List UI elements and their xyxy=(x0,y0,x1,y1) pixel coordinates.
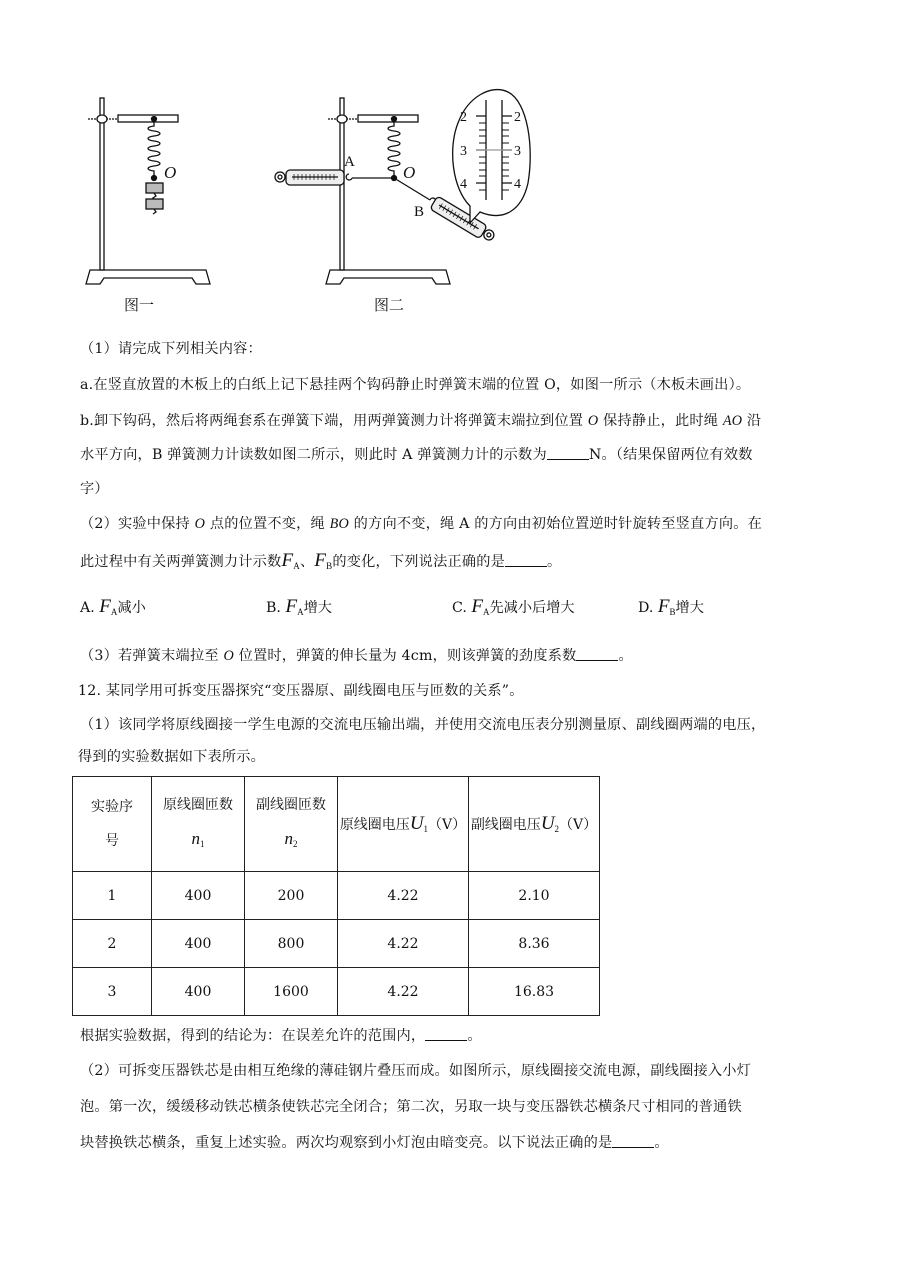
text: 。 xyxy=(618,648,633,664)
label-a: A xyxy=(344,154,355,170)
text: b.卸下钩码，然后将两绳套系在弹簧下端，用两弹簧测力计将弹簧末端拉到位置 xyxy=(80,413,588,429)
figure-one-caption: 图一 xyxy=(124,296,155,314)
scale-tick-right-4: 4 xyxy=(514,177,521,192)
q12-title: 12. 某同学用可拆变压器探究“变压器原、副线圈电压与匝数的关系”。 xyxy=(78,683,524,699)
option-text: 增大 xyxy=(303,600,332,616)
cell-u1: 4.22 xyxy=(338,872,469,920)
header-text: 原线圈匝数 xyxy=(163,796,233,813)
answer-blank[interactable] xyxy=(612,1134,654,1148)
q12-part2-line3 xyxy=(80,1132,669,1152)
option-letter: C. xyxy=(452,600,467,616)
figure-one xyxy=(86,98,210,284)
clamp-1 xyxy=(97,115,107,123)
label-o-fig2: O xyxy=(403,163,416,182)
cell-u1: 4.22 xyxy=(338,968,469,1016)
header-symbol: U xyxy=(540,813,555,834)
symbol-f: F xyxy=(99,596,111,617)
scale-tick-left-3: 3 xyxy=(460,144,467,159)
q11-step-b-line3: 字） xyxy=(80,481,109,497)
table-row xyxy=(73,872,600,920)
header-text: 号 xyxy=(105,833,119,849)
symbol-f: F xyxy=(285,596,298,617)
header-symbol: $n_1$ xyxy=(191,828,205,849)
option-d[interactable] xyxy=(638,596,704,618)
table-row xyxy=(73,968,600,1016)
header-text: 原线圈电压 xyxy=(339,817,410,833)
experiment-figures xyxy=(72,88,532,318)
scale-tick-right-3: 3 xyxy=(514,144,521,159)
option-letter: D. xyxy=(638,600,654,616)
header-cell xyxy=(469,777,600,872)
option-text: 减小 xyxy=(117,600,146,616)
option-text: 先减小后增大 xyxy=(489,600,575,616)
q12-conclusion xyxy=(80,1025,482,1045)
text: 位置时，弹簧的伸长量为 4cm，则该弹簧的劲度系数 xyxy=(233,648,577,664)
data-table xyxy=(72,776,600,1016)
table-header-row xyxy=(73,777,600,872)
answer-blank[interactable] xyxy=(547,446,589,460)
text: 。 xyxy=(547,554,562,570)
q11-step-b-line1 xyxy=(80,410,761,430)
q12-part1-line1: （1）该同学将原线圈接一学生电源的交流电压输出端，并使用交流电压表分别测量原、副线圈两端的电压， xyxy=(80,717,766,733)
text: 水平方向，B 弹簧测力计读数如图二所示，则此时 A 弹簧测力计的示数为 xyxy=(80,447,547,463)
header-unit: （V） xyxy=(428,817,467,833)
text: 沿 xyxy=(742,413,762,429)
cell-u2: 2.10 xyxy=(469,872,600,920)
option-b[interactable] xyxy=(266,596,332,618)
symbol-o: O xyxy=(194,516,206,532)
text: 点的位置不变，绳 xyxy=(205,516,330,532)
symbol-f: F xyxy=(471,596,483,617)
header-subscript: 2 xyxy=(554,824,560,834)
cell-u2: 16.83 xyxy=(469,968,600,1016)
subscript-b: B xyxy=(326,561,333,571)
header-unit: （V） xyxy=(559,817,598,833)
answer-blank[interactable] xyxy=(425,1027,467,1041)
cell-n1: 400 xyxy=(152,872,245,920)
option-c[interactable] xyxy=(452,596,575,618)
text: （3）若弹簧末端拉至 xyxy=(80,648,224,664)
scale-tick-left-4: 4 xyxy=(460,177,467,192)
cell-n2: 800 xyxy=(245,920,338,968)
subscript: A xyxy=(297,607,304,617)
symbol-f: F xyxy=(657,596,670,617)
option-a[interactable] xyxy=(80,596,146,618)
q11-part1-header: （1）请完成下列相关内容： xyxy=(80,341,262,357)
text: N。（结果保留两位有效数 xyxy=(588,447,753,463)
symbol-ao: AO xyxy=(722,413,743,429)
q11-part3 xyxy=(80,645,633,665)
answer-blank[interactable] xyxy=(576,647,618,661)
figure-two xyxy=(275,90,530,284)
subscript-a: A xyxy=(293,561,300,571)
cell-u1: 4.22 xyxy=(338,920,469,968)
cell-n1: 400 xyxy=(152,920,245,968)
header-text: 副线圈电压 xyxy=(470,817,541,833)
stand-base-2 xyxy=(326,270,450,284)
text: （2）实验中保持 xyxy=(80,516,195,532)
text: 。 xyxy=(654,1135,669,1151)
header-cell xyxy=(338,777,469,872)
symbol-o: O xyxy=(587,413,599,429)
text: 保持静止，此时绳 xyxy=(598,413,723,429)
q11-part2-line2 xyxy=(80,550,561,572)
text: 根据实验数据，得到的结论为：在误差允许的范围内， xyxy=(80,1028,426,1044)
hook-weight-1 xyxy=(146,183,163,193)
label-o-fig1: O xyxy=(164,163,177,182)
subscript: B xyxy=(669,607,676,617)
header-text: 实验序 xyxy=(91,799,133,815)
cell-n2: 200 xyxy=(245,872,338,920)
q11-part2-line1 xyxy=(80,513,762,533)
text: 、 xyxy=(299,554,315,570)
hook-weight-2 xyxy=(146,199,163,209)
option-letter: B. xyxy=(266,600,281,616)
cell-n1: 400 xyxy=(152,968,245,1016)
header-cell xyxy=(245,777,338,872)
q12-part1-line2: 得到的实验数据如下表所示。 xyxy=(78,749,266,765)
subscript: A xyxy=(110,607,118,617)
stand-rod-1 xyxy=(100,98,104,270)
cell-u2: 8.36 xyxy=(469,920,600,968)
clamp-2 xyxy=(337,115,347,123)
figure-two-caption: 图二 xyxy=(374,296,405,314)
q12-part2-line1: （2）可拆变压器铁芯是由相互绝缘的薄硅钢片叠压而成。如图所示，原线圈接交流电源，副线圈接入小灯 xyxy=(80,1063,752,1079)
cell-n2: 1600 xyxy=(245,968,338,1016)
header-symbol: U xyxy=(409,813,424,834)
text: 块替换铁芯横条，重复上述实验。两次均观察到小灯泡由暗变亮。以下说法正确的是 xyxy=(80,1135,613,1151)
text: 。 xyxy=(467,1028,482,1044)
header-text: 副线圈匝数 xyxy=(256,796,326,813)
answer-blank[interactable] xyxy=(505,553,547,567)
header-symbol: $n_2$ xyxy=(284,828,298,849)
text: 此过程中有关两弹簧测力计示数 xyxy=(80,554,282,570)
label-b: B xyxy=(414,204,425,220)
symbol-f: F xyxy=(314,550,327,571)
cell-trial: 3 xyxy=(73,968,152,1016)
cell-trial: 1 xyxy=(73,872,152,920)
header-subscript: 1 xyxy=(423,824,429,834)
option-text: 增大 xyxy=(675,600,704,616)
text: 的变化，下列说法正确的是 xyxy=(332,554,506,570)
point-o-1 xyxy=(152,176,157,181)
horizontal-bar-1 xyxy=(118,115,178,122)
q11-step-a: a.在竖直放置的木板上的白纸上记下悬挂两个钩码静止时弹簧末端的位置 O，如图一所示（木板未画出）。 xyxy=(80,377,751,393)
stand-base-1 xyxy=(86,270,210,284)
scale-tick-right-2: 2 xyxy=(514,110,521,125)
text: 的方向不变，绳 A 的方向由初始位置逆时针旋转至竖直方向。在 xyxy=(348,516,762,532)
subscript: A xyxy=(482,607,490,617)
symbol-f: F xyxy=(281,550,294,571)
header-cell xyxy=(73,777,152,872)
symbol-o: O xyxy=(223,648,234,664)
option-letter: A. xyxy=(80,600,95,616)
spring-1 xyxy=(148,121,160,177)
symbol-bo: BO xyxy=(329,516,349,532)
horizontal-bar-2 xyxy=(358,115,418,122)
scale-tick-left-2: 2 xyxy=(460,110,467,125)
table-row xyxy=(73,920,600,968)
cell-trial: 2 xyxy=(73,920,152,968)
spring-2 xyxy=(388,121,400,177)
q12-part2-line2: 泡。第一次，缓缓移动铁芯横条使铁芯完全闭合；第二次，另取一块与变压器铁芯横条尺寸相同的普通铁 xyxy=(80,1099,742,1115)
q11-step-b-line2 xyxy=(80,444,753,464)
header-cell xyxy=(152,777,245,872)
